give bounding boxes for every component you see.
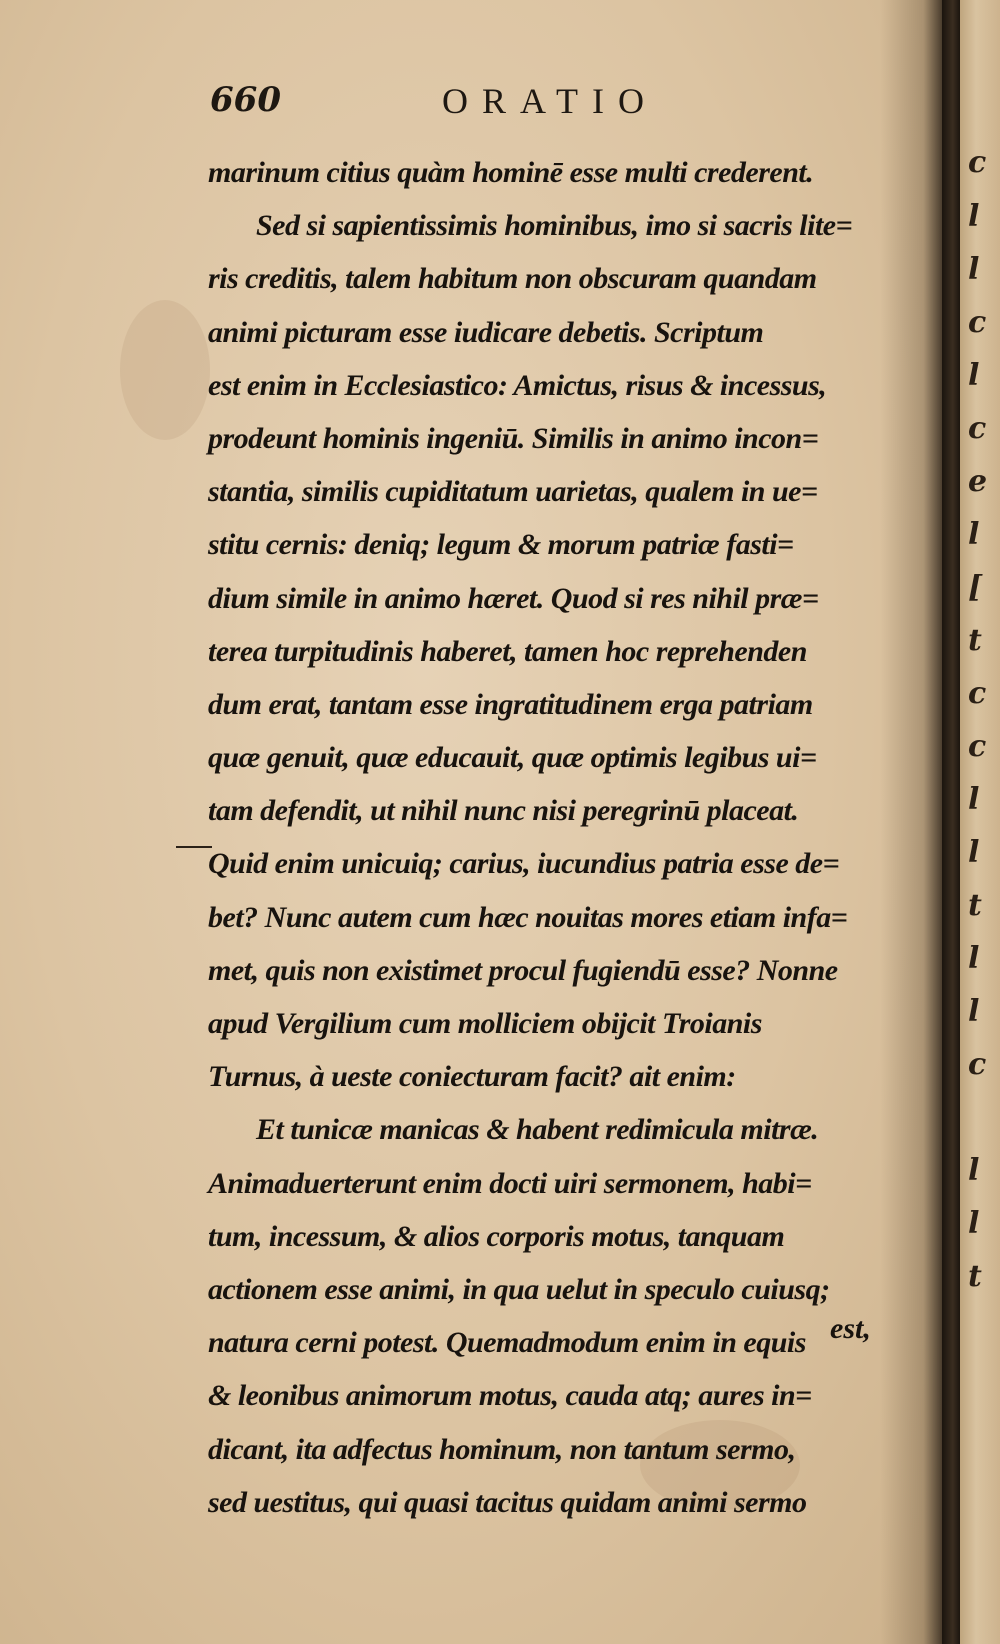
facing-page-letter: c	[968, 1047, 987, 1082]
paper-stain	[120, 300, 210, 440]
text-line: dicant, ita adfectus hominum, non tantum sermo,	[208, 1432, 796, 1466]
text-line: est enim in Ecclesiastico: Amictus, risus & incessus,	[208, 368, 827, 402]
text-line: & leonibus animorum motus, cauda atq; aures in=	[208, 1379, 812, 1413]
page-number: 660	[210, 80, 281, 120]
facing-page-letter: t	[968, 1259, 982, 1294]
text-line: quæ genuit, quæ educauit, quæ optimis legibus ui=	[208, 741, 817, 775]
book-gutter	[942, 0, 960, 1644]
page-header	[210, 80, 850, 136]
facing-page-letter: [	[968, 570, 983, 605]
text-line: tam defendit, ut nihil nunc nisi peregrinū placeat.	[208, 794, 799, 828]
verse-line: Et tunicæ manicas & habent redimicula mitræ.	[256, 1113, 819, 1147]
text-line: Sed si sapientissimis hominibus, imo si sacris lite=	[256, 209, 853, 243]
text-line: Quid enim unicuiq; carius, iucundius patria esse de=	[208, 847, 840, 881]
text-line: stitu cernis: deniq; legum & morum patriæ fasti=	[208, 528, 794, 562]
running-head: ORATIO	[442, 81, 658, 121]
text-line: tum, incessum, & alios corporis motus, tanquam	[208, 1219, 785, 1253]
facing-page-letter: l	[968, 994, 980, 1029]
text-line: stantia, similis cupiditatum uarietas, qualem in ue=	[208, 475, 818, 509]
facing-page-letter: l	[968, 1206, 980, 1241]
text-line: dum erat, tantam esse ingratitudinem erga patriam	[208, 687, 813, 721]
facing-page-letter: l	[968, 199, 980, 234]
text-line: dium simile in animo hæret. Quod si res nihil præ=	[208, 581, 819, 615]
facing-page-letter: e	[968, 464, 988, 499]
facing-page-letter: l	[968, 782, 980, 817]
facing-page-letter: l	[968, 517, 980, 552]
facing-page-letter: c	[968, 729, 987, 764]
facing-page-letter: l	[968, 358, 980, 393]
facing-page-letter: l	[968, 1153, 980, 1188]
text-line: natura cerni potest. Quemadmodum enim in equis	[208, 1326, 806, 1360]
margin-pen-mark	[176, 846, 212, 848]
text-line: sed uestitus, qui quasi tacitus quidam animi sermo	[208, 1485, 807, 1519]
text-line: actionem esse animi, in qua uelut in speculo cuiusq;	[208, 1272, 830, 1306]
text-line: prodeunt hominis ingeniū. Similis in animo incon=	[208, 421, 819, 455]
text-line: bet? Nunc autem cum hæc nouitas mores etiam infa=	[208, 900, 848, 934]
page-edge-shadow	[880, 0, 942, 1644]
facing-page-letter: c	[968, 676, 987, 711]
text-line: ris creditis, talem habitum non obscuram quandam	[208, 262, 817, 296]
text-line: terea turpitudinis haberet, tamen hoc reprehenden	[208, 634, 807, 668]
facing-page-letter: l	[968, 941, 980, 976]
facing-page-letter: t	[968, 623, 982, 658]
catchword: est,	[830, 1312, 871, 1345]
body-text	[208, 146, 868, 1529]
facing-page-letter: c	[968, 145, 987, 180]
text-line: animi picturam esse iudicare debetis. Scriptum	[208, 315, 764, 349]
facing-page-letter: c	[968, 411, 987, 446]
facing-page-letter: l	[968, 835, 980, 870]
facing-page-edge	[960, 0, 1000, 1644]
text-line: Turnus, à ueste coniecturam facit? ait enim:	[208, 1060, 736, 1094]
facing-page-letter: l	[968, 252, 980, 287]
facing-page-letter: t	[968, 888, 982, 923]
text-line: apud Vergilium cum molliciem obijcit Troianis	[208, 1007, 762, 1040]
facing-page-letter: c	[968, 305, 987, 340]
text-line: met, quis non existimet procul fugiendū esse? Nonne	[208, 953, 838, 987]
text-line: Animaduerterunt enim docti uiri sermonem, habi=	[208, 1166, 812, 1200]
text-line: marinum citius quàm hominē esse multi crederent.	[208, 156, 814, 189]
